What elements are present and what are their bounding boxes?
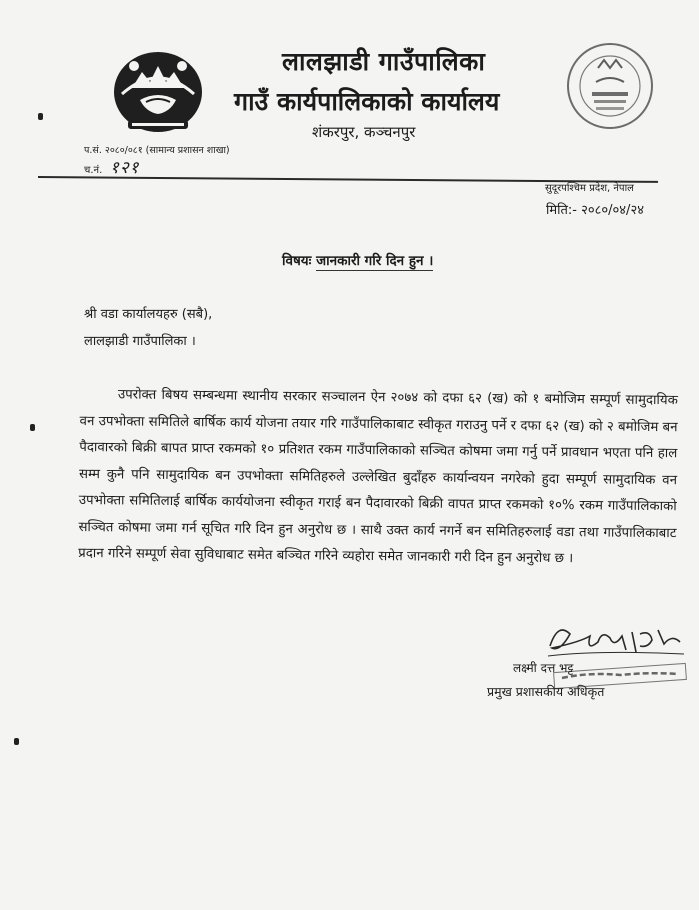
letter-date: मिति:- २०८०/०४/२४ xyxy=(546,203,644,218)
subject-line xyxy=(282,251,433,269)
punch-hole-mark xyxy=(30,424,35,431)
office-address: शंकरपुर, कञ्चनपुर xyxy=(312,123,416,141)
reference-number: प.सं. २०८०/०८१ (सामान्य प्रशासन शाखा) xyxy=(84,145,230,156)
office-seal-icon xyxy=(562,38,658,134)
signatory-designation: प्रमुख प्रशासकीय अधिकृत xyxy=(487,684,605,699)
province-text: सुदूरपश्चिम प्रदेश, नेपाल xyxy=(545,183,634,194)
letter-body xyxy=(78,382,678,574)
subject-text: जानकारी गरि दिन हुन । xyxy=(316,253,434,269)
recipient-line-2: लालझाडी गाउँपालिका । xyxy=(84,334,196,349)
handwritten-signature-icon xyxy=(540,612,690,690)
signatory-name: लक्ष्मी दत्त भट्ट xyxy=(513,661,574,675)
recipient-line-1: श्री वडा कार्यालयहरु (सबै), xyxy=(84,307,213,322)
dispatch-number: १२१ xyxy=(110,158,140,178)
dispatch-label: च.नं. xyxy=(84,165,103,176)
punch-hole-mark xyxy=(14,738,19,745)
office-name: गाउँ कार्यपालिकाको कार्यालय xyxy=(234,87,500,116)
municipality-name: लालझाडी गाउँपालिका xyxy=(282,47,486,76)
body-paragraph: उपरोक्त बिषय सम्बन्धमा स्थानीय सरकार सञ्चालन ऐन २०७४ को दफा ६२ (ख) को १ बमोजिम सम्पूर्ण सामुदायिक वन उपभोक्ता समितिले बार्षिक कार्य योजना तयार गरि गाउँपालिकाबाट स्वीकृत गराउनु पर्ने र दफा ६२ (ख) को २ बमोजिम बन पैदावारको बिक्री बापत प्राप्त रकमको १० प्रतिशत रकम गाउँपालिकाको सञ्चित कोषमा जमा गर्नु पर्ने प्रावधान भएता पनि हाल सम्म कुनै पनि सामुदायिक बन उपभोक्ता समितिहरुले उल्लेखित बुदाँहरु कार्यान्वयन नगरेको हुदा सम्पूर्ण सामुदायिक वन उपभोक्ता समितिलाई बार्षिक कार्ययोजना स्वीकृत गराई बन पैदावारको बिक्री वापत प्राप्त रकमको १०% रकम गाउँपालिकाको सञ्चित कोषमा जमा गर्न सूचित गरि दिन हुन अनुरोध छ । साथै उक्त कार्य नगर्ने बन समितिहरुलाई वडा तथा गाउँपालिकाबाट प्रदान गरिने सम्पूर्ण सेवा सुविधाबाट समेत बञ्चित गरिने व्यहोरा समेत जानकारी गरी दिन हुन अनुरोध छ । xyxy=(78,387,678,567)
nepal-emblem-icon xyxy=(110,42,206,138)
subject-label: विषयः xyxy=(282,253,312,269)
punch-hole-mark xyxy=(38,113,43,120)
